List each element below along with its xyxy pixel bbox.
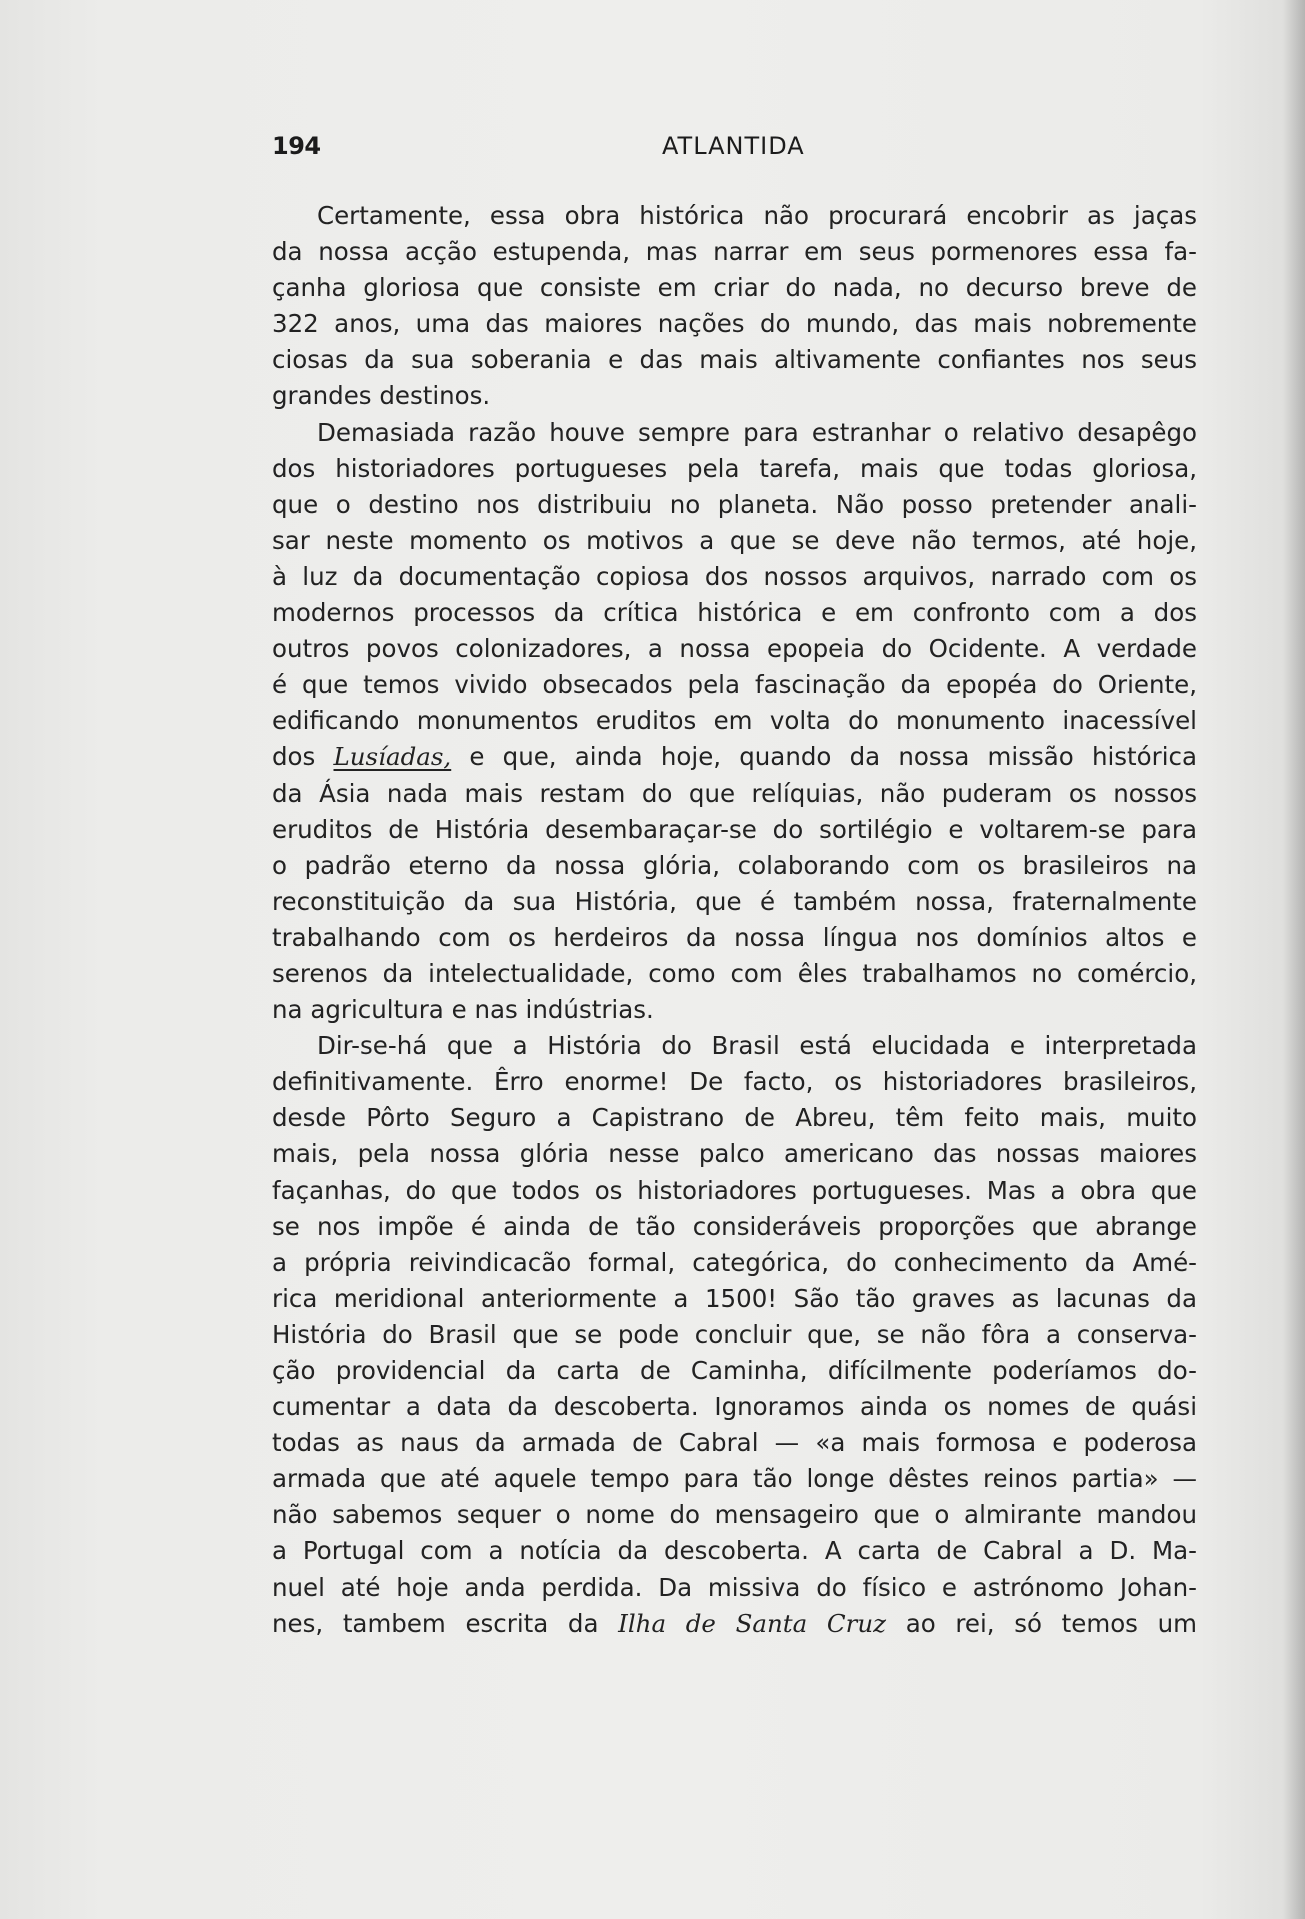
text-line: nuel até hoje anda perdida. Da missiva do físico e astrónomo Johan- [272,1572,1197,1602]
text-line: 322 anos, uma das maiores nações do mundo, das mais nobremente [272,309,1197,339]
text-line: reconstituição da sua História, que é também nossa, fraternalmente [272,886,1197,916]
text-line: não sabemos sequer o nome do mensageiro que o almirante mandou [272,1500,1197,1530]
text-line: çanha gloriosa que consiste em criar do nada, no decurso breve de [272,273,1197,303]
text-line: a Portugal com a notícia da descoberta. A carta de Cabral a D. Ma- [272,1536,1197,1566]
text-line: sar neste momento os motivos a que se deve não termos, até hoje, [272,525,1197,555]
text-line: o padrão eterno da nossa glória, colaborando com os brasileiros na [272,850,1197,880]
text-line: é que temos vivido obsecados pela fascinação da epopéa do Oriente, [272,670,1197,700]
text-segment: ao rei, só temos um [886,1608,1198,1638]
text-segment: dos [272,742,334,772]
italic-title: Lusíadas, [333,742,452,772]
text-line: na agricultura e nas indústrias. [272,995,654,1025]
text-line: serenos da intelectualidade, como com êles trabalhamos no comércio, [272,958,1197,988]
text-line: definitivamente. Êrro enorme! De facto, os historiadores brasileiros, [272,1067,1197,1097]
text-line: façanhas, do que todos os historiadores portugueses. Mas a obra que [272,1175,1197,1205]
text-line [272,739,1197,775]
text-line: a própria reivindicacão formal, categórica, do conhecimento da Amé- [272,1247,1197,1277]
text-line: outros povos colonizadores, a nossa epopeia do Ocidente. A verdade [272,634,1197,664]
text-line: cumentar a data da descoberta. Ignoramos ainda os nomes de quási [272,1392,1197,1422]
text-line [272,1606,1197,1642]
page-edge-shadow [1283,0,1305,1919]
text-line: da nossa acção estupenda, mas narrar em seus pormenores essa fa- [272,237,1197,267]
text-line: ção providencial da carta de Caminha, difícilmente poderíamos do- [272,1356,1197,1385]
text-line: à luz da documentação copiosa dos nossos arquivos, narrado com os [272,561,1197,591]
text-line: trabalhando com os herdeiros da nossa língua nos domínios altos e [272,922,1197,952]
running-head [272,132,1197,172]
running-title: ATLANTIDA [662,132,805,160]
body-text [272,198,1197,1642]
text-line: todas as naus da armada de Cabral — «a mais formosa e poderosa [272,1428,1197,1458]
text-line: dos historiadores portugueses pela tarefa, mais que todas gloriosa, [272,453,1197,483]
text-line: rica meridional anteriormente a 1500! São tão graves as lacunas da [272,1283,1197,1313]
text-line: grandes destinos. [272,381,491,411]
text-line: se nos impõe é ainda de tão consideráveis proporções que abrange [272,1211,1197,1241]
text-line: Dir-se-há que a História do Brasil está elucidada e interpretada [317,1031,1197,1061]
text-line: que o destino nos distribuiu no planeta. Não posso pretender anali- [272,489,1197,519]
text-line: Demasiada razão houve sempre para estranhar o relativo desapêgo [317,417,1197,447]
page-number: 194 [272,132,321,160]
text-line: mais, pela nossa glória nesse palco americano das nossas maiores [272,1139,1197,1169]
text-line: desde Pôrto Seguro a Capistrano de Abreu, têm feito mais, muito [272,1103,1197,1133]
text-segment: e que, ainda hoje, quando da nossa missão histórica [451,742,1198,772]
text-line: eruditos de História desembaraçar-se do sortilégio e voltarem-se para [272,814,1197,844]
text-line: Certamente, essa obra histórica não procurará encobrir as jaças [317,201,1197,230]
text-line: modernos processos da crítica histórica e em confronto com a dos [272,598,1197,628]
text-line: História do Brasil que se pode concluir que, se não fôra a conserva- [272,1319,1197,1349]
text-line: ciosas da sua soberania e das mais altivamente confiantes nos seus [272,345,1197,375]
italic-title: Ilha de Santa Cruz [618,1608,887,1638]
text-line: armada que até aquele tempo para tão longe dêstes reinos partia» — [272,1464,1197,1494]
text-line: edificando monumentos eruditos em volta do monumento inacessível [272,706,1197,736]
text-segment: nes, tambem escrita da [272,1608,619,1638]
text-line: da Ásia nada mais restam do que relíquias, não puderam os nossos [272,778,1197,808]
